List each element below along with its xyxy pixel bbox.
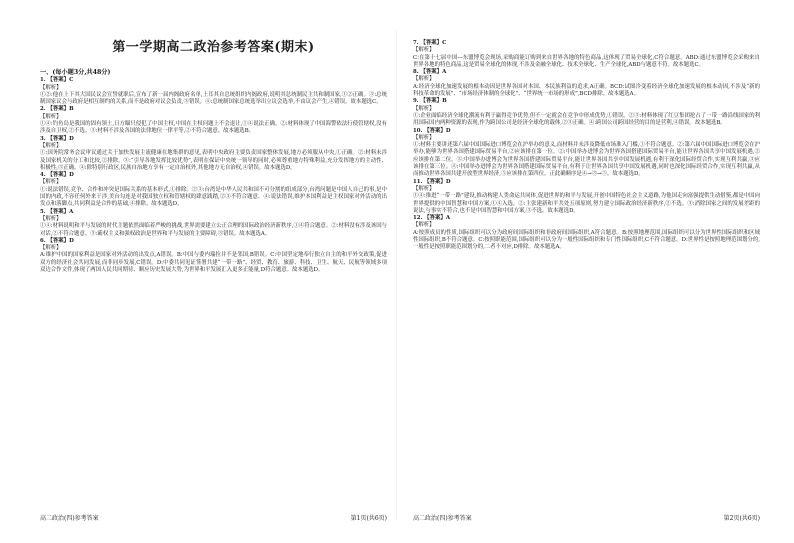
analysis-text: ①④:钓鱼岛是我国的固有领土,日方瞄只侵犯了中国主权,中国在主权问题上不会退让,①④说法正确。②:材料体现了中国海警依法行使管辖权,没有涉及自卫权,②不选。③:材料不涉及各国的法律地位一律平等,②不符合题意。故本题选B。 [40, 121, 387, 135]
answer-label: 11. 【答案】D [413, 178, 451, 185]
analysis-text: ①:说法错误,竞争、合作和冲突是国际关系的基本形式,①排除。②③:台湾是中华人民共和国不可分割的组成部分,台湾问题是中国人自己的事,是中国的内政,不容任何外来干涉,美台勾连是对我国独立权和管辖权的肆意践踏,②③不符合题意。④:说法错误,维护本国利益是主权国家对外活动的出发点和落脚点,共同利益是合作的基础,④排除。故本题选D。 [40, 186, 387, 208]
analysis-label: 【解析】 [413, 134, 435, 141]
page-footer [40, 513, 387, 522]
analysis-text: ①:材料主要讲述第六届中国国际进口博览会在沪举办的意义,而材料并未涉及降低市场准入门槛,①不符合题意。②:第六届中国国际进口博览会在沪举办,能够为世界各国搭建国际贸易平台,②应该排在第一位。②:中国举办进博会为世界各国搭建国际贸易平台,能让世界各国共享中国发展机遇,②应该排在第二位。③:中国举办进博会为世界各国搭建国际贸易平台,能让世界各国共享中国发展机遇,有利于深化国际经贸合作,实现互利共赢,③应该排在第三位。④:中国举办进博会为世界各国搭建国际贸易平台,有利于让世界各国共享中国发展机遇,同时也深化国际经贸合作,实现互利共赢,从而推动世界各国共建开放型世界经济,⑤应该排在第四位。正此确顺序是④→③→⑤。故本题选D。 [413, 142, 760, 178]
analysis-label: 【解析】 [40, 113, 62, 120]
footer-subject: 高二政治(四)参考答案 [40, 515, 99, 522]
analysis-label: 【解析】 [40, 215, 62, 222]
question-item [40, 172, 387, 208]
analysis-label: 【解析】 [40, 245, 62, 252]
analysis-label: 【解析】 [40, 142, 62, 149]
question-item [40, 238, 387, 274]
question-item [413, 98, 760, 127]
analysis-text: C:在第十七届中国—东盟博览会现场,采购商能订购到来自世界各地的特色商品,这体现了贸易全球化,C符合题意。ABD:通过东盟博览会采购来自世界各地的特色商品,这是贸易全球化的体现,不涉及金融全球化、技术全球化、生产全球化,ABD与题意不符。故本题选C。 [413, 54, 760, 68]
left-page [40, 0, 387, 543]
question-item [40, 77, 387, 106]
footer-page-number: 第2页(共6页) [723, 515, 760, 522]
analysis-label: 【解析】 [413, 76, 435, 83]
analysis-text: ①②:他在上下其大国民议会宣誓就职后,宣布了新一届内阁政府名单,上耳其自总统组织内阁政府,说明其总统制民主共和制国家,①②正确。③:总统制国家议会与政府是相互制约的关系,而不是政府对议会负责,③错误。④:总统制国家总统选举出立议会选举,不由议会产生,④错误。故本题选C。 [40, 91, 387, 106]
analysis-text: ①④:推进“一带一路”建设,推动构建人类命运共同体,促进世界的和平与发展,开创中国特色社会主义道路,为他国走向富强提供生动借鉴,都是中国向世界提供的中国智慧和中国方案,①④入选。②:主张建新和平共处五项原则,努力建立国际政治经济新秩序,②不选。③:消除国家之间的发展差距的说法,与事实不符合,也不是中国智慧和中国方案,③不选。故本题选D。 [413, 193, 760, 214]
question-item [413, 40, 760, 69]
answer-label: 5. 【答案】A [40, 208, 74, 215]
question-item [40, 136, 387, 172]
answer-label: 4. 【答案】D [40, 172, 74, 179]
section-intro: 一、(每小题3分,共48分) [40, 69, 111, 76]
answer-label: 6. 【答案】D [40, 237, 74, 244]
question-item [413, 215, 760, 251]
answer-label: 1. 【答案】C [40, 77, 74, 84]
analysis-label: 【解析】 [413, 222, 435, 229]
answer-label: 7. 【答案】C [413, 40, 447, 46]
question-list-left [40, 77, 387, 274]
answer-label: 8. 【答案】A [413, 69, 447, 76]
page-footer [413, 513, 760, 522]
analysis-text: A:按照成员的性质,国际组织可以分为政府间国际组织和非政府间国际组织,A符合题意。B:按照地理范围,国际组织可以分为世界性国际组织和区域性国际组织,B不符合题意。C:按照职能范围,国际组织可以分为一般性国际组织和专门性国际组织,C不符合题意。D:世界性是按照地理范围划分的,一般性是按照职能范围划分的,二者不对应,D排除。故本题选A。 [413, 229, 760, 251]
page-title: 第一学期高二政治参考答案(期末) [112, 40, 315, 55]
question-list-right [413, 40, 760, 252]
analysis-text: A:维护中国的国家利益是国家对外活动的出发点,A错误。B:中国与委内瑞拉并不是邻国,B错误。C:中国坚定地奉行独立自主的和平外交政策,促进双方的经济社会共同发展,而非同步发展,C错误。D:中委共同见证签署共建“一带一路”、经贸、教育、旅游、科技、卫生、航天、民航等领域多项双边合作文件,体现了两国人民共同期待、顺应历史发展大势,为世界和平发展汇入更多正能量,D符合题意。故本题选D。 [40, 252, 387, 274]
analysis-label: 【解析】 [413, 105, 435, 112]
answer-label: 9. 【答案】B [413, 98, 447, 105]
analysis-text: ①:企业面临经济全球化潮流有利于赢得竞争优势,但不一定就会在竞争中形成优势,①错误。②③:材料体现了红豆集团抢占了一带一路沿线国家的利用国际国内两种资源的表现,作为跨国公司是经济全球化的载体,②③正确。④:跨国公司跨国经营的目的是营利,④错误。故本题选B。 [413, 112, 760, 127]
page-divider [396, 30, 397, 520]
question-item [413, 179, 760, 215]
analysis-label: 【解析】 [413, 185, 435, 192]
question-item [413, 69, 760, 98]
question-item [40, 106, 387, 135]
question-item [40, 209, 387, 238]
answer-label: 12. 【答案】A [413, 215, 451, 222]
analysis-text: ①④:材料说明和平与发展的时代主题依然面临着严峻的挑战,世界需要建立公正合理的国际政治经济新秩序,①④符合题意。②:材料没有涉及该国与对话,②不符合题意。③:霸权主义和强权政治是世界和平与发展的主要障碍,③错误。故本题选A。 [40, 223, 387, 237]
answer-label: 3. 【答案】D [40, 135, 74, 142]
analysis-label: 【解析】 [40, 84, 62, 91]
analysis-text: ①:国务院常务会议审议通过关于加快发展主流健康在地集群的意见,表明中央政府主要负责国家整体发展,地方必须服从中央,①正确。②:材料未涉及国家机关的分工和比较,②排除。③:“引导各地发挥比较优势”,表明在保证中央统一领导的同时,必须尊重地方特殊利益,充分发挥地方的主动性、积极性,③正确。④:除特别行政区,民族自治地方享有一定自治权外,其他地方无自治权,④错误。故本题选D。 [40, 150, 387, 171]
analysis-text: A:经济全球化加速发展的根本动因是世界各国对本国、本民族利益的追求,A正确。BCD:试图冷变着经济全球化加速发展的根本动因,不涉及“新的科技革命的发展”、“市场经济体制的全球化”、“世界统一市场的形成”,BCD排除。故本题选A。 [413, 83, 760, 98]
answer-label: 10. 【答案】D [413, 127, 451, 134]
right-page [413, 0, 760, 543]
analysis-label: 【解析】 [413, 47, 435, 54]
footer-subject: 高二政治(四)参考答案 [413, 515, 472, 522]
answer-label: 2. 【答案】B [40, 106, 74, 113]
analysis-label: 【解析】 [40, 179, 62, 186]
footer-page-number: 第1页(共6页) [350, 515, 387, 522]
question-item [413, 128, 760, 179]
